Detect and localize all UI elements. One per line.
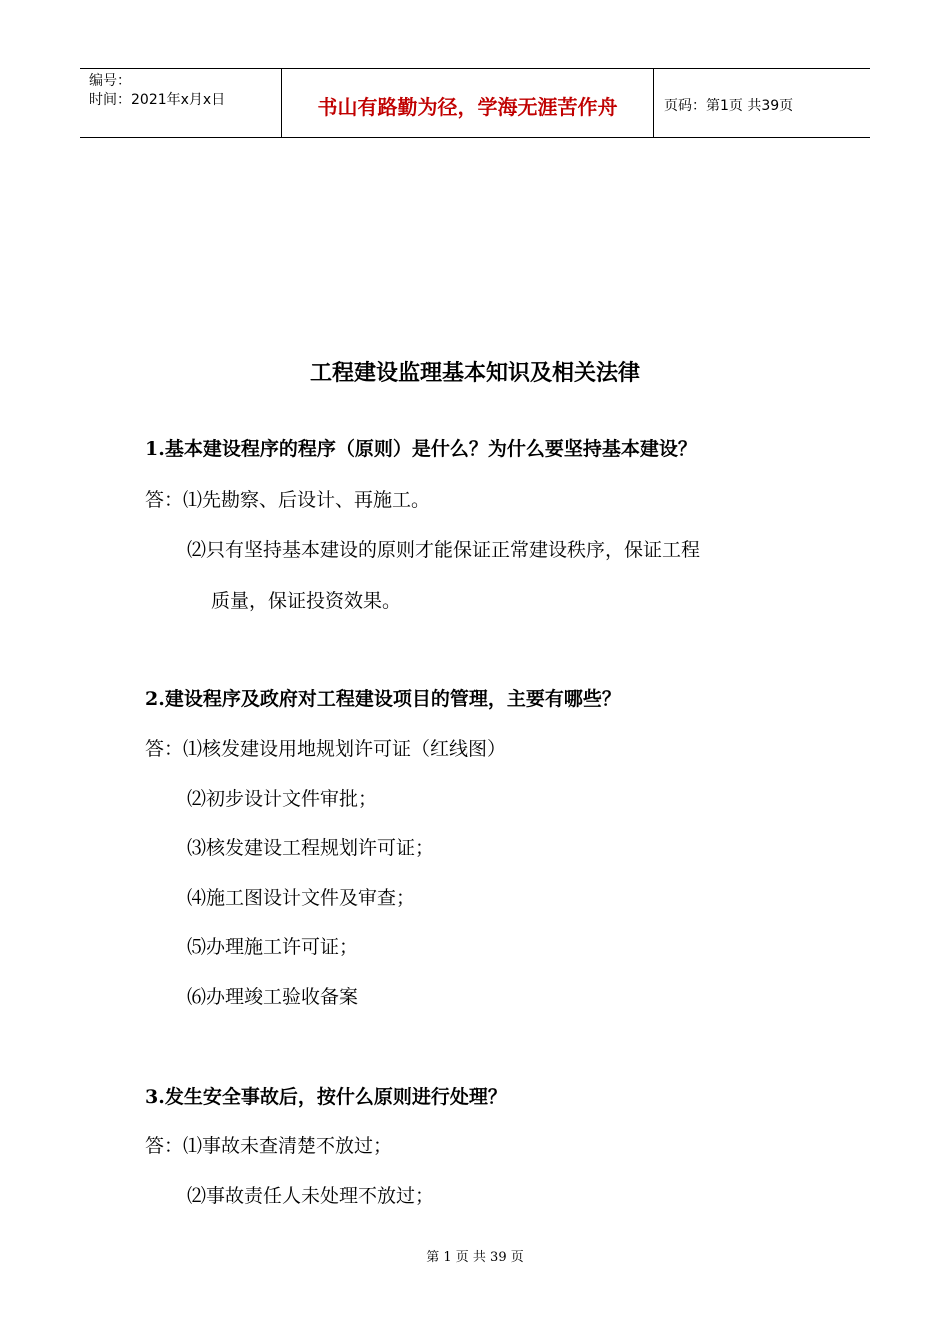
time-label: 时间：2021年x月x日 bbox=[89, 92, 226, 108]
answer-1-item-2-cont: 质量，保证投资效果。 bbox=[211, 590, 402, 612]
page-header bbox=[80, 68, 870, 138]
document-title: 工程建设监理基本知识及相关法律 bbox=[309, 360, 640, 386]
answer-2-item-1: 答：⑴核发建设用地规划许可证（红线图） bbox=[145, 738, 507, 760]
header-meta bbox=[80, 69, 282, 137]
answer-2-item-6: ⑹办理竣工验收备案 bbox=[187, 986, 359, 1008]
answer-1-item-1: 答：⑴先勘察、后设计、再施工。 bbox=[145, 489, 431, 511]
header-motto: 书山有路勤为径，学海无涯苦作舟 bbox=[282, 69, 654, 137]
answer-3-item-2: ⑵事故责任人未处理不放过； bbox=[187, 1185, 435, 1207]
answer-2-item-4: ⑷施工图设计文件及审查； bbox=[187, 887, 416, 909]
answer-2-item-5: ⑸办理施工许可证； bbox=[187, 936, 359, 958]
answer-2-item-2: ⑵初步设计文件审批； bbox=[187, 788, 378, 810]
answer-3-item-1: 答：⑴事故未查清楚不放过； bbox=[145, 1135, 393, 1157]
question-1: 1.基本建设程序的程序（原则）是什么？为什么要坚持基本建设？ bbox=[145, 438, 697, 460]
page-footer: 第 1 页 共 39 页 bbox=[426, 1250, 524, 1265]
answer-2-item-3: ⑶核发建设工程规划许可证； bbox=[187, 837, 435, 859]
question-2: 2.建设程序及政府对工程建设项目的管理，主要有哪些？ bbox=[145, 688, 621, 710]
answer-1-item-2: ⑵只有坚持基本建设的原则才能保证正常建设秩序，保证工程 bbox=[187, 539, 701, 561]
header-page-info: 页码：第1页 共39页 bbox=[664, 98, 794, 114]
number-label: 编号： bbox=[89, 73, 131, 89]
question-3: 3.发生安全事故后，按什么原则进行处理？ bbox=[145, 1086, 507, 1108]
